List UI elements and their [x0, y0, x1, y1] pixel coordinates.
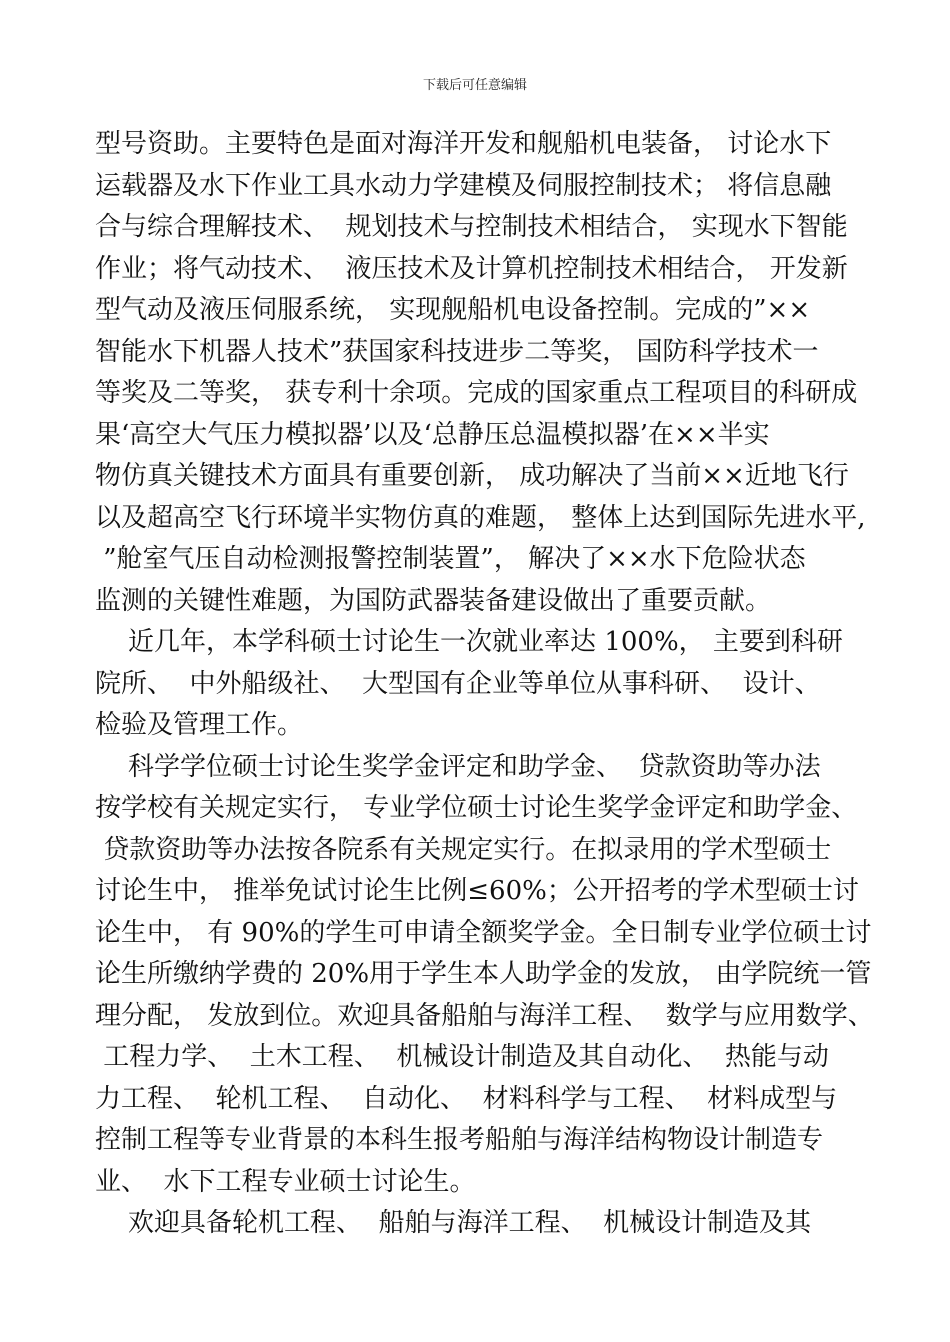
text-line: 智能水下机器人技术”获国家科技进步二等奖， 国防科学技术一: [95, 336, 819, 367]
text-line: 近几年，本学科硕士讨论生一次就业率达 100%， 主要到科研: [95, 627, 843, 657]
text-line: 院所、 中外船级社、 大型国有企业等单位从事科研、 设计、: [95, 668, 821, 699]
text-line: 控制工程等专业背景的本科生报考船舶与海洋结构物设计制造专: [95, 1125, 824, 1155]
text-line: 科学学位硕士讨论生奖学金评定和助学金、 贷款资助等办法: [95, 751, 821, 782]
text-line: 检验及管理工作。: [95, 710, 304, 740]
text-line: 合与综合理解技术、 规划技术与控制技术相结合， 实现水下智能: [95, 212, 848, 242]
text-line: 按学校有关规定实行， 专业学位硕士讨论生奖学金评定和助学金、: [95, 793, 858, 823]
text-line: 工程力学、 土木工程、 机械设计制造及其自动化、 热能与动: [95, 1042, 829, 1072]
text-line: 型号资助。主要特色是面对海洋开发和舰船机电装备， 讨论水下: [95, 129, 832, 159]
text-line: 物仿真关键技术方面具有重要创新， 成功解决了当前××近地飞行: [95, 461, 849, 491]
text-line: 作业；将气动技术、 液压技术及计算机控制技术相结合， 开发新: [95, 253, 848, 284]
text-line: 业、 水下工程专业硕士讨论生。: [95, 1166, 476, 1197]
text-line: 以及超高空飞行环境半实物仿真的难题， 整体上达到国际先进水平,: [95, 502, 866, 533]
text-line: 型气动及液压伺服系统， 实现舰船机电设备控制。完成的”××: [95, 295, 811, 325]
text-line: ”舱室气压自动检测报警控制装置”， 解决了××水下危险状态: [95, 544, 806, 574]
text-line: 欢迎具备轮机工程、 船舶与海洋工程、 机械设计制造及其: [95, 1208, 812, 1238]
text-line: 果‘高空大气压力模拟器’以及‘总静压总温模拟器’在××半实: [95, 419, 770, 450]
text-line: 讨论生中， 推举免试讨论生比例≤60%；公开招考的学术型硕士讨: [95, 876, 859, 906]
document-body: [95, 124, 874, 1245]
text-line: 论生所缴纳学费的 20%用于学生本人助学金的发放， 由学院统一管: [95, 959, 872, 989]
text-line: 贷款资助等办法按各院系有关规定实行。在拟录用的学术型硕士: [95, 834, 832, 865]
text-line: 理分配， 发放到位。欢迎具备船舶与海洋工程、 数学与应用数学、: [95, 1000, 874, 1031]
page-header: 下载后可任意编辑: [422, 78, 527, 93]
text-line: 运载器及水下作业工具水动力学建模及伺服控制技术； 将信息融: [95, 170, 832, 201]
text-line: 论生中， 有 90%的学生可申请全额奖学金。全日制专业学位硕士讨: [95, 917, 872, 948]
text-line: 监测的关键性难题，为国防武器装备建设做出了重要贡献。: [95, 585, 772, 616]
text-line: 力工程、 轮机工程、 自动化、 材料科学与工程、 材料成型与: [95, 1083, 838, 1114]
text-line: 等奖及二等奖， 获专利十余项。完成的国家重点工程项目的科研成: [95, 378, 858, 408]
